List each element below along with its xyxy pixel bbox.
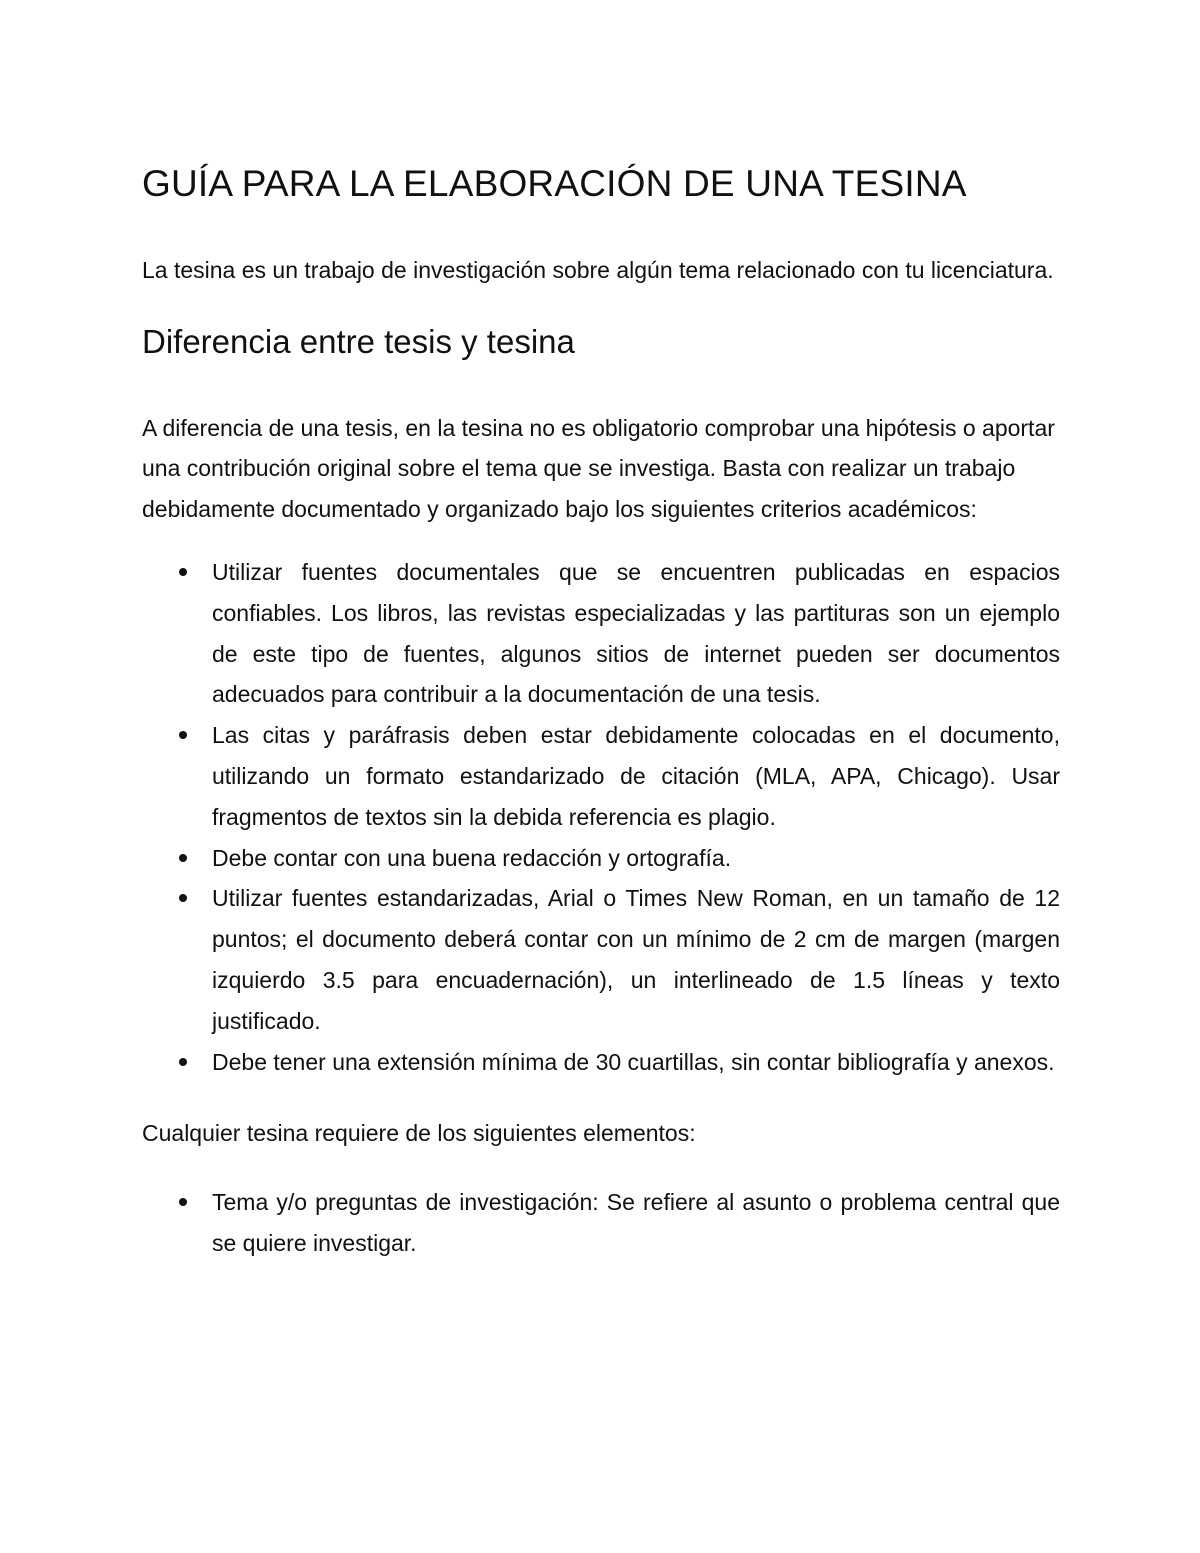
bullet-icon [179,854,187,862]
list-item-text: Utilizar fuentes documentales que se encuentren publicadas en espacios confiables. Los libros, las revistas especializadas y las partituras son un ejemplo de este tipo de fuentes, algunos sitios de internet pueden ser documentos adecuados para contribuir a la documentación de una tesis. [212,559,1060,708]
list-item [142,552,1060,715]
list-item-text: Utilizar fuentes estandarizadas, Arial o Times New Roman, en un tamaño de 12 puntos; el documento deberá contar con un mínimo de 2 cm de margen (margen izquierdo 3.5 para encuadernación), un interlineado de 1.5 líneas y texto justificado. [212,885,1060,1034]
list-item-text: Debe contar con una buena redacción y ortografía. [212,844,732,871]
intro-paragraph: La tesina es un trabajo de investigación sobre algún tema relacionado con tu licenciatura. [142,257,1054,283]
bullet-icon [179,1058,187,1066]
bullet-icon [179,731,187,739]
list-item-text: Debe tener una extensión mínima de 30 cuartillas, sin contar bibliografía y anexos. [212,1048,1055,1075]
list-item [142,715,1060,837]
list-item-text: Tema y/o preguntas de investigación: Se refiere al asunto o problema central que se quiere investigar. [212,1188,1060,1256]
bullet-icon [179,568,187,576]
elements-intro-paragraph: Cualquier tesina requiere de los siguientes elementos: [142,1120,696,1147]
list-item [142,1182,1060,1264]
document-title: GUÍA PARA LA ELABORACIÓN DE UNA TESINA [142,163,967,204]
bullet-icon [179,1198,187,1206]
document-content [142,158,1060,1263]
list-item [142,878,1060,1041]
list-item-text: Las citas y paráfrasis deben estar debidamente colocadas en el documento, utilizando un formato estandarizado de citación (MLA, APA, Chicago). Usar fragmentos de textos sin la debida referencia es plagio. [212,722,1060,830]
elements-list [142,1182,1060,1264]
bullet-icon [179,894,187,902]
criteria-list [142,552,1060,1082]
list-item [142,838,1060,879]
difference-paragraph: A diferencia de una tesis, en la tesina no es obligatorio comprobar una hipótesis o aportar una contribución original sobre el tema que se investiga. Basta con realizar un trabajo debidamente documentado y organizado bajo los siguientes criterios académicos: [142,414,1055,522]
section-heading: Diferencia entre tesis y tesina [142,322,575,360]
list-item [142,1042,1060,1083]
